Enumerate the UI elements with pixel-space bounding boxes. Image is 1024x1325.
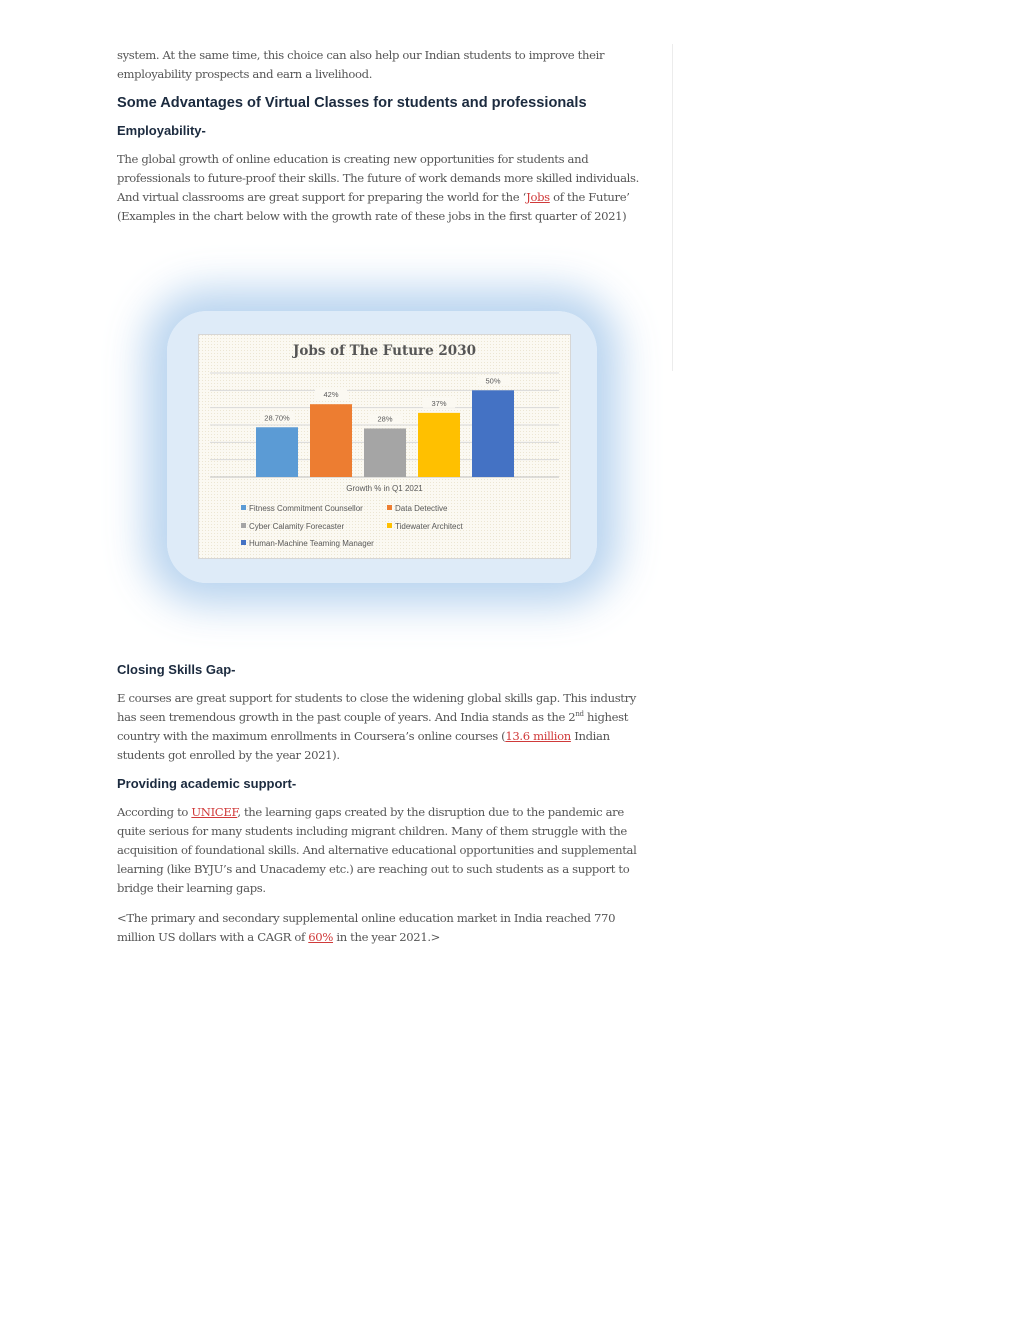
legend-swatch bbox=[241, 540, 246, 545]
legend-label: Data Detective bbox=[395, 504, 448, 513]
legend-item bbox=[241, 522, 344, 532]
unicef-link[interactable]: UNICEF bbox=[191, 805, 238, 819]
skills-gap-paragraph: E courses are great support for students to close the widening global skills gap. This industry has seen tremendous growth in the past couple of years. And India stands as the 2nd highest country with the maximum enrollments in Coursera’s online courses (13.6 million Indian students got enrolled by the year 2021). bbox=[117, 691, 636, 762]
employability-heading: Employability- bbox=[117, 123, 206, 138]
chart-bar bbox=[472, 390, 514, 477]
chart-data-label: 37% bbox=[431, 398, 447, 408]
legend-label: Fitness Commitment Counsellor bbox=[249, 504, 363, 513]
post-chart-content bbox=[117, 662, 652, 958]
article-content bbox=[117, 46, 652, 944]
chart-data-label: 42% bbox=[323, 390, 339, 400]
employability-paragraph: The global growth of online education is creating new opportunities for students and professionals to future-proof their skills. The future of work demands more skilled individuals. And virtual classrooms are great support for preparing the world for the ‘Jobs of the Future’ (Examples in the chart below with the growth rate of these jobs in the first quarter of 2021) bbox=[117, 152, 639, 223]
legend-item bbox=[387, 504, 447, 514]
ordinal-superscript: nd bbox=[575, 710, 584, 719]
legend-swatch bbox=[241, 505, 246, 510]
chart-bar bbox=[256, 427, 298, 477]
chart-data-label: 50% bbox=[485, 376, 501, 386]
chart-card bbox=[198, 334, 571, 559]
legend-item bbox=[387, 522, 463, 532]
cagr-link[interactable]: 60% bbox=[308, 930, 334, 944]
academic-support-heading: Providing academic support- bbox=[117, 776, 297, 791]
legend-swatch bbox=[387, 523, 392, 528]
legend-label: Cyber Calamity Forecaster bbox=[249, 521, 345, 531]
academic-support-paragraph: According to UNICEF, the learning gaps created by the disruption due to the pandemic are quite serious for many students including migrant children. Many of them struggle with the acquisition of foundational skills. And alternative educational opportunities and supplemental learning (like BYJU’s and Unacademy etc.) are reaching out to such students as a support to bridge their learning gaps. bbox=[117, 805, 637, 895]
legend-swatch bbox=[241, 523, 246, 528]
chart-title: Jobs of The Future 2030 bbox=[293, 343, 476, 359]
legend-item bbox=[241, 539, 374, 549]
section-heading: Some Advantages of Virtual Classes for students and professionals bbox=[117, 95, 587, 111]
legend-item bbox=[241, 504, 363, 514]
chart-bar bbox=[364, 428, 406, 477]
skills-gap-heading: Closing Skills Gap- bbox=[117, 662, 236, 677]
legend-label: Human-Machine Teaming Manager bbox=[249, 539, 374, 548]
chart-bar bbox=[310, 404, 352, 477]
coursera-enrollment-link[interactable]: 13.6 million bbox=[505, 729, 571, 743]
intro-paragraph: system. At the same time, this choice can also help our Indian students to improve their employability prospects and earn a livelihood. bbox=[117, 48, 605, 81]
chart-data-label: 28.70% bbox=[264, 413, 290, 423]
market-paragraph: <The primary and secondary supplemental online education market in India reached 770 million US dollars with a CAGR of 60% in the year 2021.> bbox=[117, 911, 616, 944]
chart-bar bbox=[418, 413, 460, 477]
chart-x-axis-label: Growth % in Q1 2021 bbox=[346, 484, 423, 493]
legend-label: Tidewater Architect bbox=[395, 521, 463, 531]
chart-data-label: 28% bbox=[377, 414, 393, 424]
sidebar-divider bbox=[672, 44, 673, 371]
jobs-link[interactable]: Jobs bbox=[526, 190, 550, 204]
legend-swatch bbox=[387, 505, 392, 510]
chart-figure bbox=[117, 291, 652, 606]
